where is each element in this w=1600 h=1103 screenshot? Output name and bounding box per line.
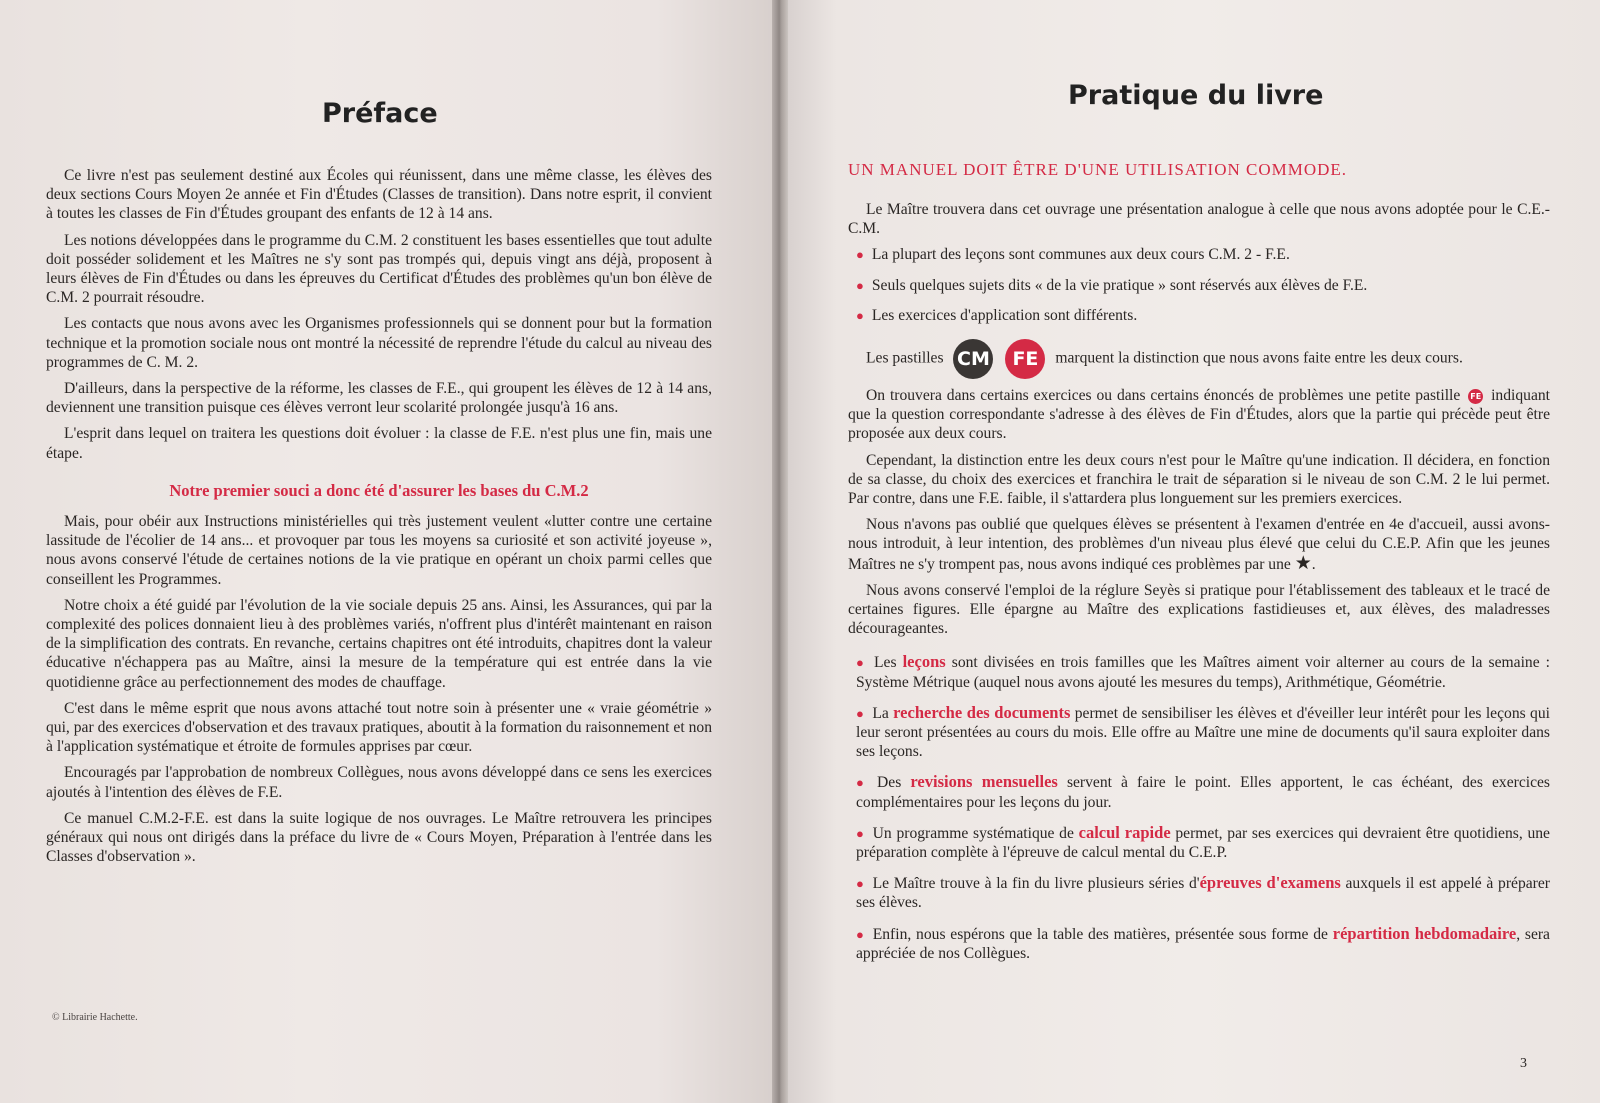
bullet-dot-icon: ● bbox=[856, 705, 865, 721]
list-item: ● Des revisions mensuelles servent à faire le point. Elles apportent, le cas échéant, des exercices complémentaires pour les leçons du jour. bbox=[856, 772, 1551, 811]
page-number: 3 bbox=[1520, 1056, 1527, 1071]
bullet-dot-icon: ● bbox=[856, 307, 864, 323]
preface-paragraph: Les notions développées dans le programme du C.M. 2 constituent les bases essentielles que tout adulte doit posséder solidement et les Maîtres ne s'y sont pas trompés qui, depuis vingt ans déjà, proposent à leurs élèves de Fin d'Études ou dans les épreuves du Certificat d'Études des problèmes qu'un bon élève de C.M. 2 pourrait résoudre. bbox=[46, 231, 712, 307]
preface-body bbox=[46, 166, 712, 874]
bullet-dot-icon: ● bbox=[856, 926, 865, 942]
pastilles-paragraph: Les pastilles CM FE marquent la distinction que nous avons faite entre les deux cours. bbox=[848, 339, 1550, 379]
practice-intro: Le Maître trouvera dans cet ouvrage une présentation analogue à celle que nous avons adoptée pour le C.E.-C.M. bbox=[848, 201, 1550, 238]
fe-mini-pastille-icon: FE bbox=[1468, 389, 1483, 404]
list-item: ● Les exercices d'application sont différents. bbox=[856, 306, 1138, 324]
list-item: ● La plupart des leçons sont communes aux deux cours C.M. 2 - F.E. bbox=[856, 246, 1290, 264]
preface-paragraph: Les contacts que nous avons avec les Organismes professionnels qui se donnent pour but la formation technique et la promotion sociale nous ont montré la nécessité de reprendre l'étude du calcul au niveau des programmes de C. M. 2. bbox=[46, 315, 712, 371]
bullet-dot-icon: ● bbox=[856, 247, 864, 263]
preface-paragraph: Mais, pour obéir aux Instructions ministérielles qui très justement veulent «lutter contre une certaine lassitude de l'écolier de 14 ans... et provoquer par tous les moyens sa curiosité et son activité joyeuse », nous avons conservé l'étude de certaines notions de la vie pratique en opérant un choix parmi celles que conseillent les Programmes. bbox=[46, 513, 712, 588]
list-item: ● Seuls quelques sujets dits « de la vie pratique » sont réservés aux élèves de F.E. bbox=[856, 276, 1368, 294]
preface-paragraph: Ce livre n'est pas seulement destiné aux Écoles qui réunissent, dans une même classe, les élèves des deux sections Cours Moyen 2e année et Fin d'Études (Classes de transition). Dans notre esprit, il convient à toutes les classes de Fin d'Études groupant des enfants de 12 à 14 ans. bbox=[46, 167, 712, 223]
practice-heading: UN MANUEL DOIT ÊTRE D'UNE UTILISATION COMMODE. bbox=[848, 160, 1348, 179]
cm-pastille-icon: CM bbox=[953, 339, 993, 379]
preface-subheading: Notre premier souci a donc été d'assurer les bases du C.M.2 bbox=[169, 480, 589, 500]
seyes-paragraph: Nous avons conservé l'emploi de la réglure Seyès si pratique pour l'établissement des tableaux et le tracé de certaines figures. Elle épargne au Maître des explications fastidieuses et, aux élèves, des maladresses décourageantes. bbox=[848, 581, 1550, 638]
practice-title: Pratique du livre bbox=[1068, 80, 1324, 111]
list-item: ● La recherche des documents permet de sensibiliser les élèves et d'éveiller leur intérêt pour les leçons qui leur seront présentées au cours du mois. Elle offre au Maître une mine de documents qu'il saura exploiter dans ses leçons. bbox=[856, 702, 1550, 761]
list-item: ● Un programme systématique de calcul rapide permet, par ses exercices qui devraient être quotidiens, une préparation complète à l'épreuve de calcul mental du C.E.P. bbox=[856, 822, 1550, 862]
mini-pastille-paragraph: On trouvera dans certains exercices ou dans certains énoncés de problèmes une petite pastille FE indiquant que la question correspondante s'adresse à des élèves de Fin d'Études, alors que la partie qui précède peut être proposée aux deux cours. bbox=[848, 387, 1550, 443]
list-item: ● Enfin, nous espérons que la table des matières, présentée sous forme de répartition hebdomadaire, sera appréciée de nos Collègues. bbox=[856, 923, 1550, 962]
bullet-dot-icon: ● bbox=[856, 277, 864, 293]
list-item: ● Le Maître trouve à la fin du livre plusieurs séries d'épreuves d'examens auxquels il est appelé à préparer ses élèves. bbox=[856, 873, 1550, 912]
preface-title: Préface bbox=[322, 98, 438, 129]
star-paragraph: Nous n'avons pas oublié que quelques élèves se présentent à l'examen d'entrée en 4e d'accueil, aussi avons-nous introduit, à leur intention, des problèmes d'un niveau plus élevé que celui du C.E.P. Afin que les jeunes Maîtres ne s'y trompent pas, nous avons indiqué ces problèmes par une ★. bbox=[848, 516, 1550, 574]
left-page bbox=[0, 0, 772, 1103]
preface-paragraph: Encouragés par l'approbation de nombreux Collègues, nous avons développé dans ce sens les exercices ajoutés à l'intention des élèves de F.E. bbox=[46, 764, 712, 801]
preface-paragraph: L'esprit dans lequel on traitera les questions doit évoluer : la classe de F.E. n'est plus une fin, mais une étape. bbox=[46, 425, 712, 462]
list-item: ● Les leçons sont divisées en trois familles que les Maîtres aiment voir alterner au cours de la semaine : Système Métrique (auquel nous avons ajouté les mesures du temps), Arithmétique, Géométrie. bbox=[856, 652, 1551, 691]
fe-pastille-icon: FE bbox=[1005, 339, 1045, 379]
star-icon: ★ bbox=[1294, 552, 1312, 574]
copyright-notice: © Librairie Hachette. bbox=[52, 1012, 138, 1023]
bullet-dot-icon: ● bbox=[856, 655, 867, 671]
right-page bbox=[788, 0, 1600, 1103]
practice-body bbox=[848, 200, 1550, 974]
preface-paragraph: D'ailleurs, dans la perspective de la réforme, les classes de F.E., qui groupent les élèves de 12 à 14 ans, deviennent une transition puisque ces élèves verront leur scolarité prolongée jusqu'à 16 ans. bbox=[46, 380, 712, 417]
preface-paragraph: Notre choix a été guidé par l'évolution de la vie sociale depuis 25 ans. Ainsi, les Assurances, qui par la complexité des polices donnaient lieu à des problèmes variés, n'offrent plus d'intérêt maintenant en raison de la simplification des contrats. En revanche, certains chapitres ont été introduits, chapitres dont la valeur éducative n'échappera pas au Maître, ainsi la mesure de la température qui est entrée dans la vie quotidienne grâce au perfectionnement des modes de chauffage. bbox=[46, 596, 712, 691]
bullet-dot-icon: ● bbox=[856, 825, 865, 841]
preface-paragraph: Ce manuel C.M.2-F.E. est dans la suite logique de nos ouvrages. Le Maître retrouvera les principes généraux qui nous ont dirigés dans la préface du livre de « Cours Moyen, Préparation à l'entrée dans les Classes d'observation ». bbox=[46, 809, 712, 866]
bullet-dot-icon: ● bbox=[856, 876, 865, 892]
bullet-dot-icon: ● bbox=[856, 775, 870, 791]
book-gutter bbox=[772, 0, 788, 1103]
preface-paragraph: C'est dans le même esprit que nous avons attaché tout notre soin à présenter une « vraie géométrie » qui, par des exercices d'observation et des travaux pratiques, aboutit à la formation du raisonnement et non à l'application systématique et étroite de formules apprises par cœur. bbox=[46, 699, 712, 756]
cependant-paragraph: Cependant, la distinction entre les deux cours n'est pour le Maître qu'une indication. Il décidera, en fonction de sa classe, du choix des exercices et franchira le trait de séparation si le niveau de son C.M. 2 le lui permet. Par contre, dans une F.E. faible, il s'attardera plus longuement sur les premiers exercices. bbox=[848, 451, 1550, 508]
